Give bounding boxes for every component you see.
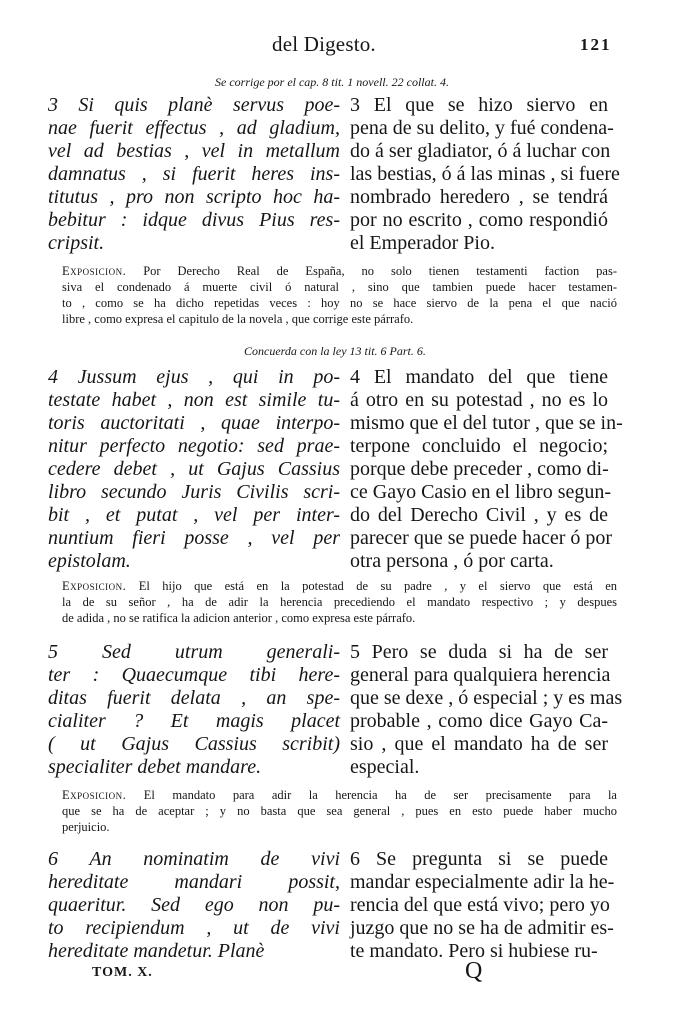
text-line: ditas fuerit delata , an spe- <box>48 687 340 709</box>
exposicion-text: El mandato para adir la herencia ha de ser precisamente para la <box>143 788 617 802</box>
text-line: á otro en su potestad , no es lo <box>350 389 608 411</box>
text-line: probable , como dice Gayo Ca- <box>350 710 608 732</box>
exposicion-label: Exposicion. <box>62 264 127 278</box>
text-line: nuntium fieri posse , vel per <box>48 527 340 549</box>
text-line: otra persona , ó por carta. <box>350 550 554 572</box>
exposicion-line <box>62 594 617 610</box>
text-line: quaeritur. Sed ego non pu- <box>48 894 340 916</box>
text-line: specialiter debet mandare. <box>48 756 262 778</box>
text-line: ce Gayo Casio en el libro segun- <box>350 481 612 503</box>
section-3-exposicion <box>62 263 617 327</box>
text-line: las bestias, ó á las minas , si fuere <box>350 163 620 185</box>
text-line: epistolam. <box>48 550 131 572</box>
text-line: 4 Jussum ejus , qui in po- <box>48 366 340 388</box>
text-line: libro secundo Juris Civilis scri- <box>48 481 340 503</box>
text-line: toris auctoritati , quae interpo- <box>48 412 340 434</box>
section-5-latin <box>48 641 340 779</box>
text-line: damnatus , si fuerit heres ins- <box>48 163 340 185</box>
text-line: que se dexe , ó especial ; y es mas <box>350 687 623 709</box>
section-3-note: Se corrige por el cap. 8 tit. 1 novell. 22 collat. 4. <box>215 75 449 89</box>
text-line: nombrado heredero , se tendrá <box>350 186 608 208</box>
text-line: especial. <box>350 756 420 778</box>
text-line: parecer que se puede hacer ó por <box>350 527 613 549</box>
text-line: nitur perfecto negotio: sed prae- <box>48 435 340 457</box>
volume-mark: TOM. X. <box>92 965 153 980</box>
text-line: cedere debet , ut Gajus Cassius <box>48 458 340 480</box>
text-line: hereditate mandetur. Planè <box>48 940 265 962</box>
section-5-exposicion <box>62 787 617 835</box>
text-line: ( ut Gajus Cassius scribit) <box>48 733 340 755</box>
text-line: to recipiendum , ut de vivi <box>48 917 340 939</box>
text-line: cripsit. <box>48 232 105 254</box>
signature-mark: Q <box>465 958 483 984</box>
exposicion-line <box>62 819 617 835</box>
text-line: nae fuerit effectus , ad gladium, <box>48 117 340 139</box>
page-number: 121 <box>580 35 612 54</box>
section-4-spanish <box>350 366 623 573</box>
text-line: porque debe preceder , como di- <box>350 458 609 480</box>
text-line: do á ser gladiator, ó á luchar con <box>350 140 611 162</box>
text-line: terpone concluido el negocio; <box>350 435 608 457</box>
text-line: sio , que el mandato ha de ser <box>350 733 608 755</box>
text-line: bebitur : idque divus Pius res- <box>48 209 340 231</box>
section-4-note: Concuerda con la ley 13 tit. 6 Part. 6. <box>244 344 426 358</box>
running-title: del Digesto. <box>272 32 376 56</box>
text-line: te mandato. Pero si hubiese ru- <box>350 940 598 962</box>
section-5-spanish <box>350 641 623 779</box>
exposicion-text: de adida , no se ratifica la adicion anterior , como expresa este párrafo. <box>62 611 416 625</box>
text-line: 3 El que se hizo siervo en <box>350 94 608 116</box>
text-line: por no escrito , como respondió <box>350 209 608 231</box>
exposicion-text: que se ha de aceptar ; y no basta que sea general , pues en esto puede haber mucho <box>62 804 617 818</box>
section-4-exposicion <box>62 578 617 626</box>
exposicion-line <box>62 263 617 279</box>
text-line: juzgo que no se ha de admitir es- <box>350 917 614 939</box>
exposicion-text: Por Derecho Real de España, no solo tienen testamenti faction pas- <box>143 264 617 278</box>
text-line: 6 An nominatim de vivi <box>48 848 340 870</box>
exposicion-line <box>62 295 617 311</box>
text-line: 5 Pero se duda si ha de ser <box>350 641 608 663</box>
text-line: 4 El mandato del que tiene <box>350 366 608 388</box>
text-line: 5 Sed utrum generali- <box>48 641 340 663</box>
text-line: vel ad bestias , vel in metallum <box>48 140 340 162</box>
exposicion-text: El hijo que está en la potestad de su padre , y el siervo que está en <box>138 579 617 593</box>
text-line: hereditate mandari possit, <box>48 871 340 893</box>
text-line: mismo que el del tutor , que se in- <box>350 412 623 434</box>
exposicion-text: perjuicio. <box>62 820 110 834</box>
exposicion-line <box>62 578 617 594</box>
text-line: testate habet , non est simile tu- <box>48 389 340 411</box>
section-6-spanish <box>350 848 615 963</box>
text-line: mandar especialmente adir la he- <box>350 871 615 893</box>
section-3-latin <box>48 94 340 255</box>
text-line: ter : Quaecumque tibi here- <box>48 664 340 686</box>
exposicion-label: Exposicion. <box>62 788 127 802</box>
exposicion-text: siva el condenado á muerte civil ó natural , sino que tambien puede hacer testamen- <box>62 280 617 294</box>
text-line: general para qualquiera herencia <box>350 664 611 686</box>
exposicion-label: Exposicion. <box>62 579 127 593</box>
text-line: titutus , pro non scripto hoc ha- <box>48 186 340 208</box>
text-line: 6 Se pregunta si se puede <box>350 848 608 870</box>
text-line: cialiter ? Et magis placet <box>48 710 340 732</box>
text-line: 3 Si quis planè servus poe- <box>48 94 340 116</box>
exposicion-line <box>62 610 617 626</box>
exposicion-line <box>62 787 617 803</box>
section-3-spanish <box>350 94 620 255</box>
text-line: bit , et putat , vel per inter- <box>48 504 340 526</box>
exposicion-text: la de su señor , ha de adir la herencia precediendo el mandato respectivo ; y despues <box>62 595 617 609</box>
exposicion-text: to , como se ha dicho repetidas veces : hoy no se hace siervo de la pena el que nació <box>62 296 617 310</box>
text-line: do del Derecho Civil , y es de <box>350 504 608 526</box>
exposicion-line <box>62 803 617 819</box>
exposicion-text: libre , como expresa el capitulo de la novela , que corrige este párrafo. <box>62 312 414 326</box>
section-4-latin <box>48 366 340 573</box>
exposicion-line <box>62 311 617 327</box>
exposicion-line <box>62 279 617 295</box>
text-line: rencia del que está vivo; pero yo <box>350 894 610 916</box>
text-line: pena de su delito, y fué condena- <box>350 117 614 139</box>
section-6-latin <box>48 848 340 963</box>
text-line: el Emperador Pio. <box>350 232 495 254</box>
